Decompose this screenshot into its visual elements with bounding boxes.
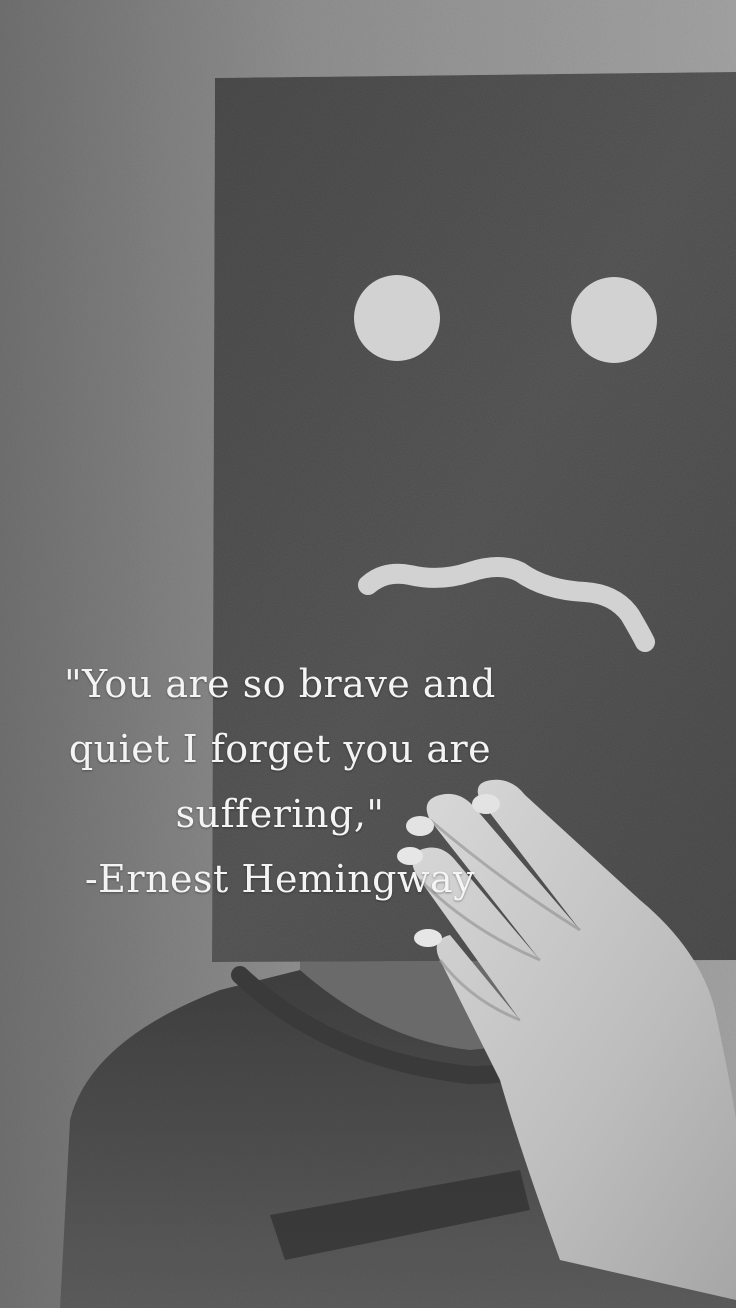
left-eye <box>354 275 440 361</box>
quote-line-2: quiet I forget you are <box>68 727 492 771</box>
quote-text-block <box>30 652 530 912</box>
quote-line-1: "You are so brave and <box>64 662 496 706</box>
quote-line-3: suffering," <box>175 792 385 836</box>
right-eye <box>571 277 657 363</box>
quote-attribution: -Ernest Hemingway <box>84 857 476 901</box>
